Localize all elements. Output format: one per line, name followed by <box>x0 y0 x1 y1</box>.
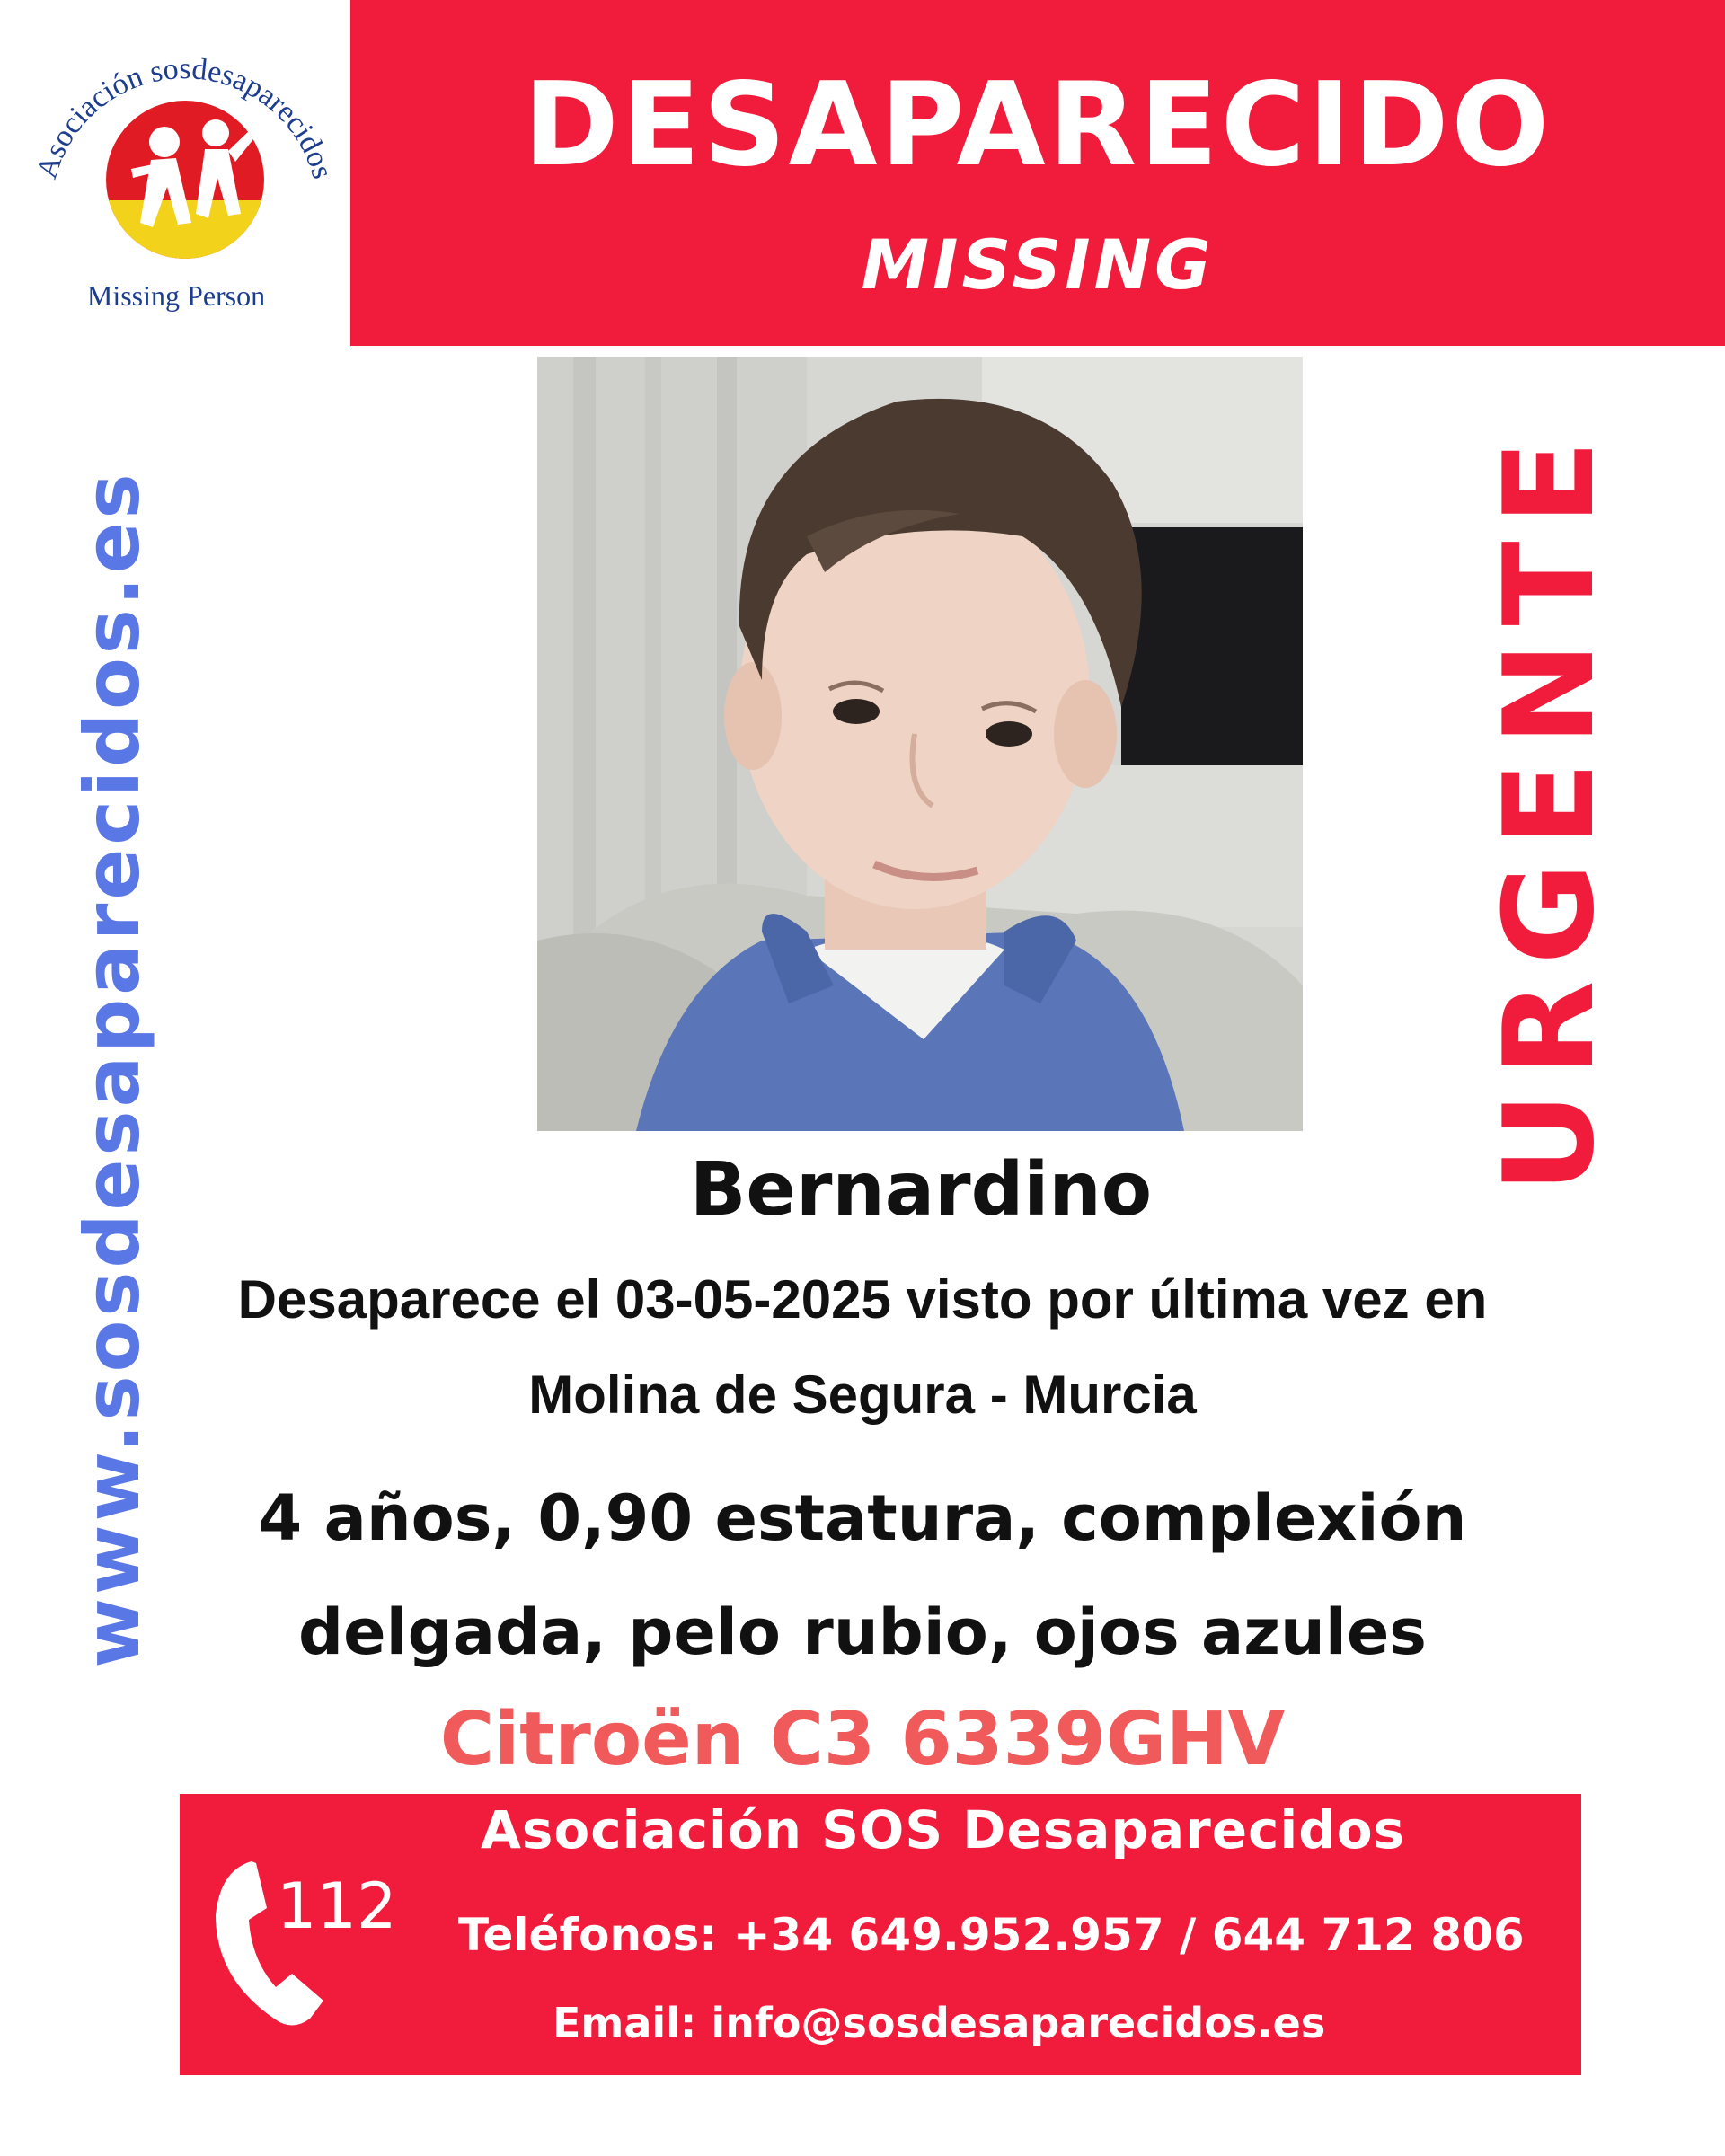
logo-emblem <box>16 43 349 322</box>
physical-description-line-2: delgada, pelo rubio, ojos azules <box>298 1595 1427 1669</box>
missing-person-photo <box>537 357 1303 1131</box>
poster-title: DESAPARECIDO <box>523 58 1552 192</box>
child-portrait-photo <box>537 357 1303 1131</box>
urgent-label: URGENTE <box>1477 424 1622 1193</box>
logo-caption: Missing Person <box>86 279 266 312</box>
disappearance-date-line: Desaparece el 03-05-2025 visto por última vez en <box>237 1269 1488 1330</box>
association-logo <box>16 43 349 322</box>
header-banner <box>350 0 1725 346</box>
contact-box <box>180 1794 1581 2075</box>
phone-numbers[interactable]: Teléfonos: +34 649.952.957 / 644 712 806 <box>458 1909 1525 1961</box>
contact-email[interactable]: Email: info@sosdesaparecidos.es <box>553 1999 1326 2047</box>
website-url[interactable]: www.sosdesaparecidos.es <box>68 470 156 1668</box>
organization-name: Asociación SOS Desaparecidos <box>481 1799 1406 1860</box>
emergency-number[interactable]: 112 <box>277 1869 397 1943</box>
vehicle-info: Citroën C3 6339GHV <box>439 1697 1286 1782</box>
poster-subtitle: MISSING <box>861 225 1215 305</box>
last-seen-location: Molina de Segura - Murcia <box>528 1365 1197 1425</box>
person-name: Bernardino <box>689 1147 1153 1233</box>
logo-arc-text: Asociación sosdesaparecidos <box>30 52 340 183</box>
physical-description-line-1: 4 años, 0,90 estatura, complexión <box>258 1481 1467 1555</box>
